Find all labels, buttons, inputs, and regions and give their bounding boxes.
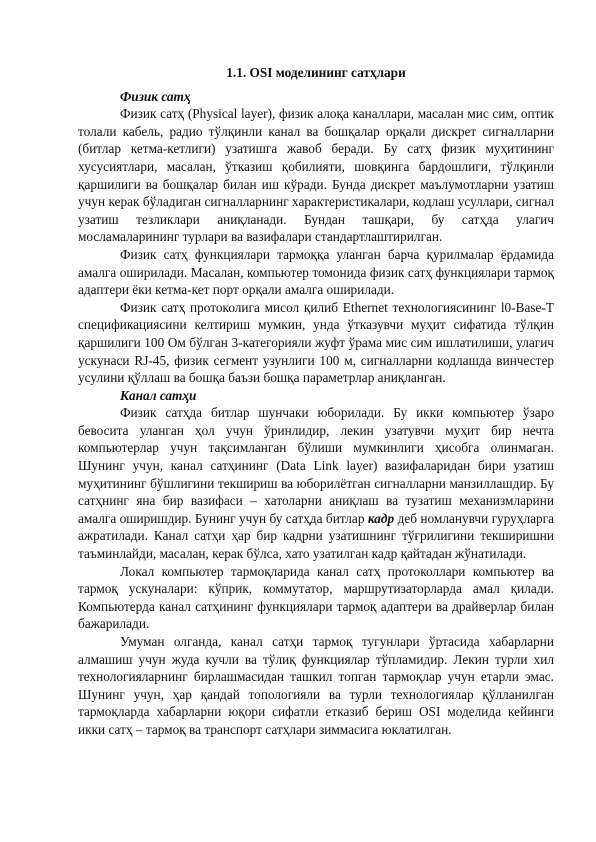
paragraph: Физик сатҳ протоколига мисол қилиб Ethernet технологиясининг l0-Base-T спецификациясини келтириш мумкин, унда ўтказувчи муҳит сифатида тўлқин қаршилиги 100 Ом бўлган 3-категорияли жуфт ўрама мис сим ишлатилиши, улагич ускунаси RJ-45, физик сегмент узунлиги 100 м, сигналларни кодлашда винчестер усулини қўллаш ва бошқа баъзи бошқа параметрлар аниқланган. xyxy=(78,299,554,386)
paragraph: Физик сатҳ функциялари тармоққа уланган барча қурилмалар ёрдамида амалга оширилади. Масалан, компьютер томонида физик сатҳ функциялари тармоқ адаптери ёки кетма-кет порт орқали амалга оширилади. xyxy=(78,246,554,298)
document-page xyxy=(78,64,554,739)
paragraph-text: Физик сатҳда битлар шунчаки юборилади. Бу икки компьютер ўзаро бевосита уланган ҳол учун ўринлидир, лекин узатувчи муҳит бир нечта компьютерлар учун тақсимланган бўлиши мумкинлиги ҳисобга олинмаган. Шунинг учун, канал сатҳининг (Data Link layer) вазифаларидан бири узатиш муҳитининг бўшлигини текшириш ва юборилётган сигналларни манзиллашдир. Бу сатҳнинг яна бир вазифаси – хатоларни аниқлаш ва тузатиш механизмларини амалга оширишдир. Бунинг учун бу сатҳда битлар xyxy=(78,405,554,526)
section-heading-physical: Физик сатҳ xyxy=(120,88,191,104)
paragraph-text: деб номланувчи гуруҳларга ажратилади. Канал сатҳи ҳар бир кадрни узатишнинг тўғрилигини текширишни таъминлайди, масалан, керак бўлса, хато узатилган кадр қайтадан жўнатилади. xyxy=(78,510,555,562)
paragraph: Физик сатҳ (Physical layer), физик алоқа каналлари, масалан мис сим, оптик толали кабель, радио тўлқинли канал ва бошқалар орқали дискрет сигналларни (битлар кетма-кетлиги) узатишга жавоб беради. Бу сатҳ физик муҳитининг хусусиятлари, масалан, ўтказиш қобилияти, шовқинга бардошлиги, тўлқинли қаршилиги ва бошқалар билан иш кўради. Бунда дискрет маълумотларни узатиш учун керак бўладиган сигналларнинг характеристикалари, кодлаш усуллари, сигнал узатиш тезликлари аниқланади. Бундан ташқари, бу сатҳда улагич мосламаларининг турлари ва вазифалари стандартлаштирилган. xyxy=(78,106,554,245)
paragraph: Умуман олганда, канал сатҳи тармоқ тугунлари ўртасида хабарларни алмашиш учун жуда кучли ва тўлиқ функциялар тўпламидир. Лекин турли хил технологияларнинг бирлашмасидан ташкил топган тармоқлар учун етарли эмас. Шунинг учун, ҳар қандай топологияли ва турли технологиялар қўлланилган тармоқларда хабарларни юқори сифатли етказиб бериш OSI моделида кейинги икки сатҳ – тармоқ ва транспорт сатҳлари зиммасига юклатилган. xyxy=(78,634,554,737)
paragraph: Локал компьютер тармоқларида канал сатҳ протоколлари компьютер ва тармоқ ускуналари: кўприк, коммутатор, маршрутизаторларда амал қилади. Компьютерда канал сатҳининг функциялари тармоқ адаптери ва драйверлар билан бажарилади. xyxy=(78,563,554,632)
section-heading-datalink: Канал сатҳи xyxy=(120,387,197,403)
paragraph xyxy=(78,404,554,562)
emphasis-term: кадр xyxy=(367,510,395,526)
document-title: 1.1. OSI моделининг сатҳлари xyxy=(226,65,406,80)
